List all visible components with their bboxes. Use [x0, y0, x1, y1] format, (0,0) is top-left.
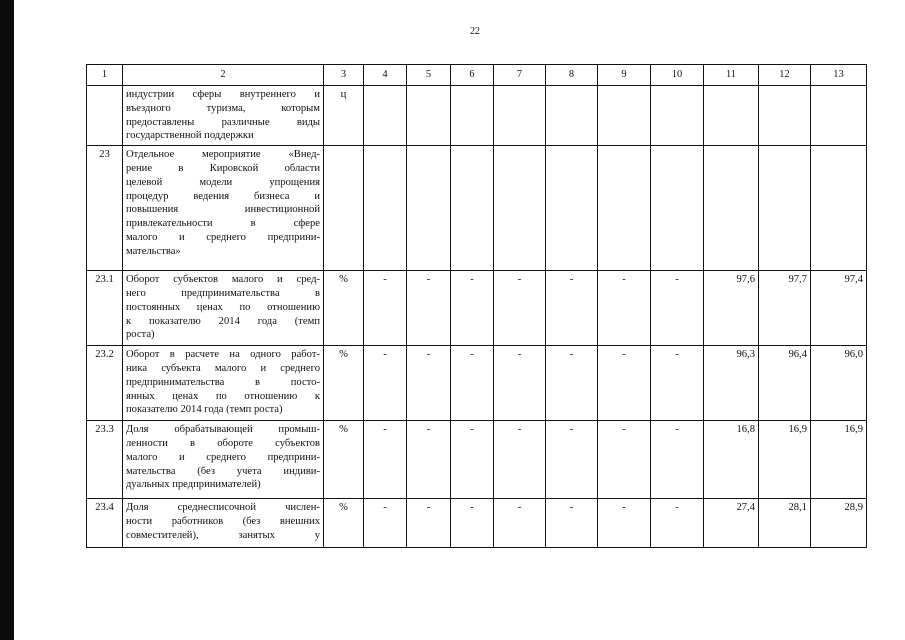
column-header: 8 — [546, 65, 598, 86]
cell-value — [811, 146, 867, 271]
row-number: 23.2 — [87, 346, 123, 421]
cell-value: 16,8 — [704, 421, 759, 499]
cell-value: 96,3 — [704, 346, 759, 421]
cell-value — [704, 146, 759, 271]
cell-value: - — [598, 271, 651, 346]
table-row — [87, 499, 867, 548]
column-header: 9 — [598, 65, 651, 86]
column-header: 11 — [704, 65, 759, 86]
cell-value — [759, 86, 811, 146]
column-header: 13 — [811, 65, 867, 86]
row-unit: % — [324, 421, 364, 499]
cell-value: - — [494, 346, 546, 421]
column-header: 3 — [324, 65, 364, 86]
cell-value — [651, 86, 704, 146]
cell-value: - — [651, 346, 704, 421]
cell-value: - — [451, 346, 494, 421]
cell-value — [407, 86, 451, 146]
cell-value: - — [651, 421, 704, 499]
cell-value: - — [494, 271, 546, 346]
cell-value: - — [598, 421, 651, 499]
cell-value: 96,4 — [759, 346, 811, 421]
row-unit: % — [324, 499, 364, 548]
cell-value — [546, 86, 598, 146]
column-header: 7 — [494, 65, 546, 86]
cell-value: - — [451, 271, 494, 346]
cell-value: - — [651, 499, 704, 548]
cell-value: 96,0 — [811, 346, 867, 421]
cell-value: - — [364, 499, 407, 548]
table-row — [87, 271, 867, 346]
row-description: Оборот в расчете на одного работ- ника субъекта малого и среднего предпринимательства в посто- янных ценах по отношению к показателю 2014 года (темп роста) — [123, 346, 324, 421]
table-row — [87, 146, 867, 271]
column-header: 12 — [759, 65, 811, 86]
row-number: 23.1 — [87, 271, 123, 346]
cell-value: 97,6 — [704, 271, 759, 346]
cell-value: 28,1 — [759, 499, 811, 548]
row-description: Отдельное мероприятие «Внед- рение в Кировской области целевой модели упрощения процедур ведения бизнеса и повышения инвестиционной привлекательности в сфере малого и среднего предприни- мательства» — [123, 146, 324, 271]
row-unit: ц — [324, 86, 364, 146]
cell-value: - — [598, 346, 651, 421]
column-header: 5 — [407, 65, 451, 86]
cell-value: 28,9 — [811, 499, 867, 548]
table-header-row — [87, 65, 867, 86]
cell-value — [651, 146, 704, 271]
cell-value — [451, 146, 494, 271]
cell-value: - — [651, 271, 704, 346]
cell-value: - — [598, 499, 651, 548]
cell-value: 97,7 — [759, 271, 811, 346]
cell-value: - — [546, 271, 598, 346]
cell-value: - — [494, 499, 546, 548]
table-row — [87, 421, 867, 499]
row-description: Доля среднесписочной числен- ности работников (без внешних совместителей), занятых у — [123, 499, 324, 548]
cell-value — [598, 86, 651, 146]
cell-value: 16,9 — [759, 421, 811, 499]
cell-value: 16,9 — [811, 421, 867, 499]
page-number: 22 — [470, 26, 480, 37]
cell-value: - — [546, 421, 598, 499]
cell-value — [704, 86, 759, 146]
column-header: 10 — [651, 65, 704, 86]
cell-value: - — [407, 271, 451, 346]
cell-value: 97,4 — [811, 271, 867, 346]
cell-value: - — [364, 421, 407, 499]
cell-value: - — [364, 346, 407, 421]
column-header: 2 — [123, 65, 324, 86]
row-description: индустрии сферы внутреннего и въездного туризма, которым предоставлены различные виды государственной поддержки — [123, 86, 324, 146]
cell-value — [364, 86, 407, 146]
row-number: 23.3 — [87, 421, 123, 499]
cell-value — [546, 146, 598, 271]
indicators-table — [86, 64, 867, 548]
row-number: 23.4 — [87, 499, 123, 548]
column-header: 6 — [451, 65, 494, 86]
cell-value — [364, 146, 407, 271]
cell-value: - — [494, 421, 546, 499]
column-header: 1 — [87, 65, 123, 86]
row-number — [87, 86, 123, 146]
cell-value: - — [451, 421, 494, 499]
row-number: 23 — [87, 146, 123, 271]
row-description: Доля обрабатывающей промыш- ленности в обороте субъектов малого и среднего предприни- мательства (без учета индиви- дуальных предпринимателей) — [123, 421, 324, 499]
cell-value: 27,4 — [704, 499, 759, 548]
cell-value: - — [451, 499, 494, 548]
cell-value — [494, 86, 546, 146]
cell-value — [451, 86, 494, 146]
table-row — [87, 346, 867, 421]
column-header: 4 — [364, 65, 407, 86]
cell-value — [811, 86, 867, 146]
row-unit — [324, 146, 364, 271]
cell-value: - — [546, 346, 598, 421]
cell-value: - — [364, 271, 407, 346]
cell-value: - — [546, 499, 598, 548]
cell-value — [598, 146, 651, 271]
cell-value — [759, 146, 811, 271]
row-unit: % — [324, 271, 364, 346]
row-description: Оборот субъектов малого и сред- него предпринимательства в постоянных ценах по отношению к показателю 2014 года (темп роста) — [123, 271, 324, 346]
cell-value: - — [407, 346, 451, 421]
cell-value — [407, 146, 451, 271]
scan-left-edge — [0, 0, 14, 640]
cell-value: - — [407, 499, 451, 548]
row-unit: % — [324, 346, 364, 421]
cell-value — [494, 146, 546, 271]
cell-value: - — [407, 421, 451, 499]
table-row — [87, 86, 867, 146]
